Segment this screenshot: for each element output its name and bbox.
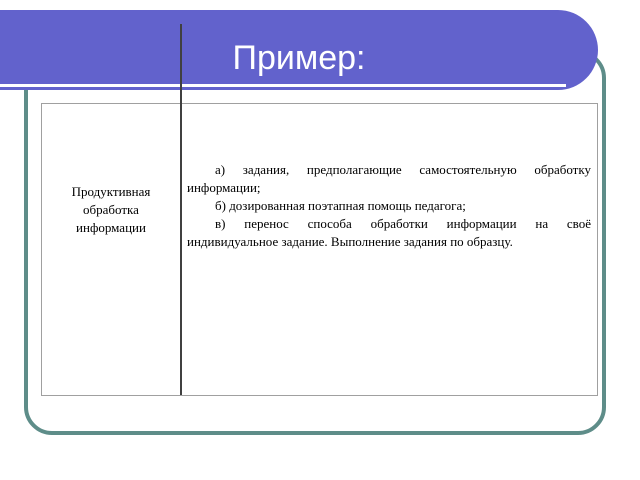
table-left-cell: Продуктивная обработка информации bbox=[42, 24, 182, 395]
list-item-c: в) перенос способа обработки информации на своё индивидуальное задание. Выполнение задания по образцу. bbox=[187, 216, 591, 249]
list-item-a: а) задания, предполагающие самостоятельную обработку информации; bbox=[187, 162, 591, 195]
content-table bbox=[41, 103, 598, 396]
table-right-cell bbox=[182, 104, 597, 395]
list-item-b: б) дозированная поэтапная помощь педагога; bbox=[215, 198, 466, 213]
slide-title: Пример: bbox=[232, 39, 366, 77]
